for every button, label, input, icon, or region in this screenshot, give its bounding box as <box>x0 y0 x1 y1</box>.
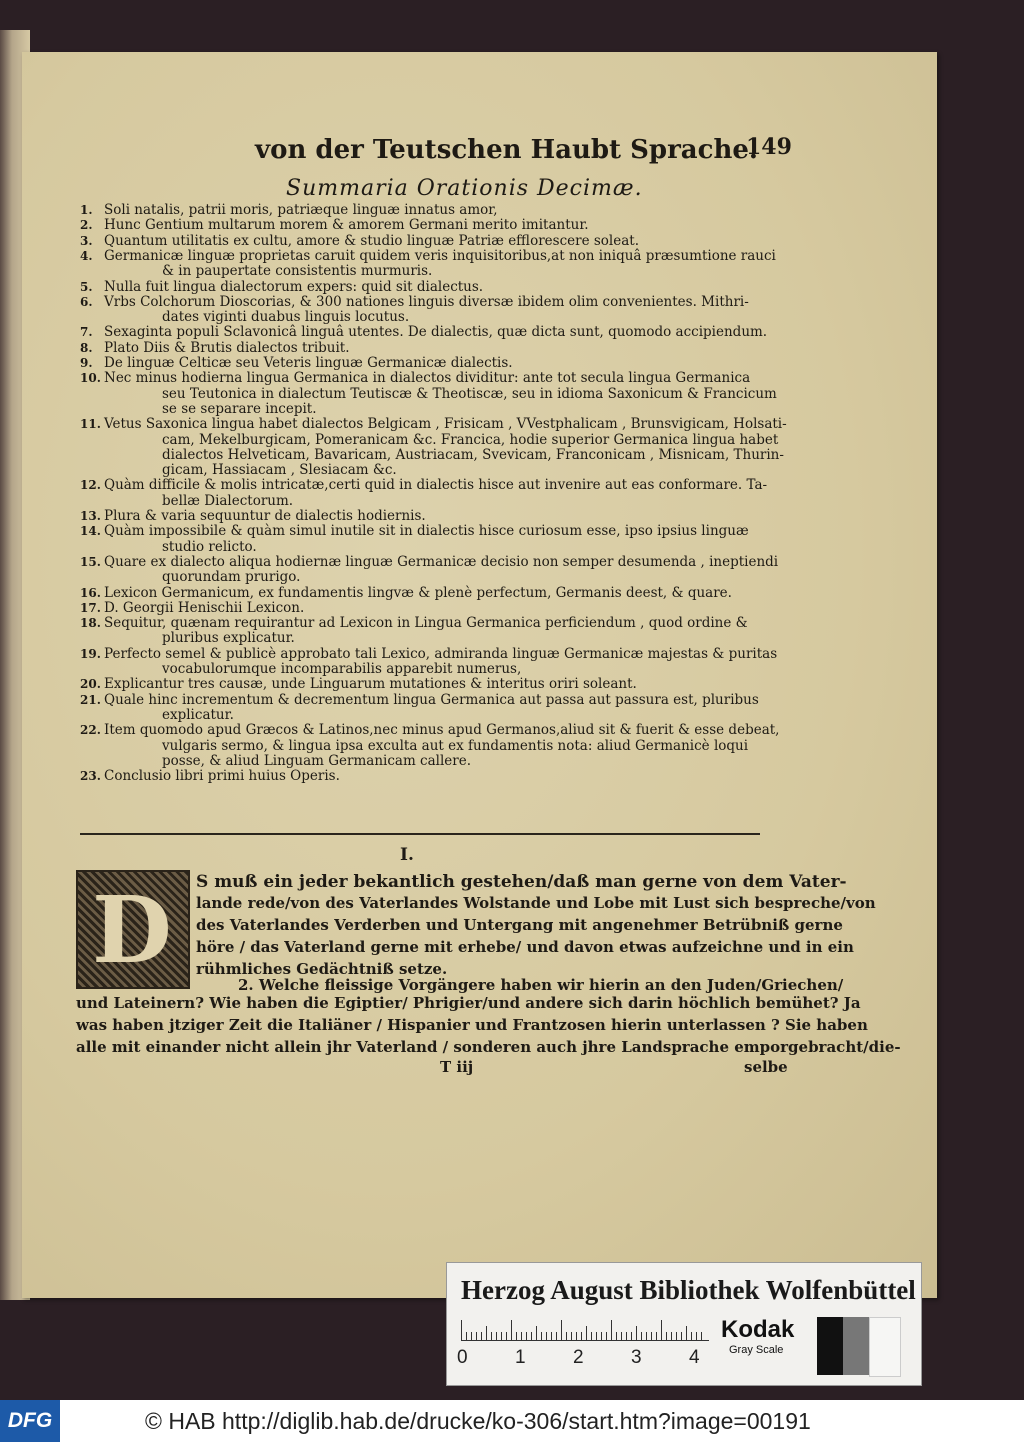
ruler-tick <box>616 1332 617 1340</box>
signature-mark: T iij <box>440 1058 474 1076</box>
summary-item-number: 22. <box>80 723 101 738</box>
summary-item-line: Plato Diis & Brutis dialectos tribuit. <box>104 339 350 356</box>
summary-item-line: studio relicto. <box>162 538 257 555</box>
ruler-tick <box>661 1320 662 1340</box>
copyright-link[interactable]: © HAB http://diglib.hab.de/drucke/ko-306/start.htm?image=00191 <box>145 1408 811 1434</box>
summary-item-number: 17. <box>80 600 101 615</box>
ruler-tick <box>556 1332 557 1340</box>
scale-ruler <box>461 1318 709 1341</box>
ruler-number: 1 <box>515 1347 526 1368</box>
summary-item-line: dates viginti duabus linguis locutus. <box>162 309 410 326</box>
summary-item-line: Quàm difficile & molis intricatæ,certi quid in dialectis hisce aut invenire aut eas conformare. Ta- <box>104 477 768 494</box>
ruler-tick <box>476 1332 477 1340</box>
summary-item-line: Perfecto semel & publicè approbato tali Lexico, admiranda linguæ Germanicæ majestas & puritas <box>104 645 778 662</box>
ruler-tick <box>586 1326 587 1340</box>
ruler-tick <box>666 1332 667 1340</box>
summary-item-number: 3. <box>80 233 93 248</box>
ruler-number: 0 <box>457 1347 468 1368</box>
ruler-number: 2 <box>573 1347 584 1368</box>
summary-item-number: 10. <box>80 371 101 386</box>
summary-item-line: explicatur. <box>162 706 234 723</box>
ruler-tick <box>636 1326 637 1340</box>
running-header: von der Teutschen Haubt Sprache. <box>255 135 758 165</box>
summary-item-line: Soli natalis, patrii moris, patriæque linguæ innatus amor, <box>104 202 498 218</box>
ruler-tick <box>606 1332 607 1340</box>
body-line: rühmliches Gedächtniß setze. <box>196 960 448 978</box>
summary-item-number: 23. <box>80 769 101 784</box>
summary-item-number: 14. <box>80 524 101 539</box>
ruler-tick <box>471 1332 472 1340</box>
ruler-tick <box>511 1320 512 1340</box>
summary-item-line: posse, & aliud Linguam Germanicam callere. <box>162 752 472 769</box>
ruler-tick <box>496 1332 497 1340</box>
ruler-tick <box>681 1332 682 1340</box>
dfg-logo: DFG <box>0 1400 60 1442</box>
summary-item-line: Nulla fuit lingua dialectorum expers: quid sit dialectus. <box>104 278 484 295</box>
summary-item-line: Plura & varia sequuntur de dialectis hodiernis. <box>104 508 426 524</box>
library-name: Herzog August Bibliothek Wolfenbüttel <box>461 1275 916 1305</box>
summary-item-line: dialectos Helveticam, Bavaricam, Austriacam, Svevicam, Franconicam , Misnicam, Thurin- <box>162 446 784 463</box>
summary-item-line: Sequitur, quænam requirantur ad Lexicon in Lingua Germanica perficiendum , quod ordine & <box>104 615 748 632</box>
summary-item-line: seu Teutonica in dialectum Teutiscæ & Theotiscæ, seu in idioma Saxonicum & Francicum <box>162 385 777 402</box>
ruler-tick <box>506 1332 507 1340</box>
summary-item-number: 20. <box>80 677 101 692</box>
ruler-tick <box>516 1332 517 1340</box>
footer-bar <box>0 1400 1024 1442</box>
summary-item-number: 1. <box>80 203 93 217</box>
page-number: 149 <box>746 134 792 160</box>
ruler-tick <box>561 1320 562 1340</box>
ruler-tick <box>601 1332 602 1340</box>
summary-item-number: 12. <box>80 478 101 493</box>
summary-item-number: 7. <box>80 325 93 340</box>
ruler-tick <box>591 1332 592 1340</box>
ruler-tick <box>646 1332 647 1340</box>
summary-item-line: Quale hinc incrementum & decrementum lingua Germanica aut passa aut passura est, pluribus <box>104 691 759 708</box>
summary-item-line: Quàm impossibile & quàm simul inutile sit in dialectis hisce curiosum esse, ipso ipsius linguæ <box>104 523 749 540</box>
summary-item-line: De linguæ Celticæ seu Veteris linguæ Germanicæ dialectis. <box>104 355 513 371</box>
ruler-tick <box>676 1332 677 1340</box>
body-line: 2. Welche fleissige Vorgängere haben wir hierin an den Juden/Griechen/ <box>238 976 844 994</box>
ruler-tick <box>531 1332 532 1340</box>
body-line: und Lateinern? Wie haben die Egiptier/ Phrigier/und andere sich darin höchlich bemühet? Ja <box>76 994 861 1012</box>
ruler-tick <box>536 1326 537 1340</box>
summary-item-line: Sexaginta populi Sclavonicâ linguâ utentes. De dialectis, quæ dicta sunt, quomodo accipiendum. <box>104 324 768 341</box>
ruler-tick <box>566 1332 567 1340</box>
ruler-tick <box>611 1320 612 1340</box>
gray-scale-label: Gray Scale <box>729 1344 784 1356</box>
summary-item-line: pluribus explicatur. <box>162 630 295 647</box>
gray-swatch-black <box>817 1317 843 1375</box>
body-line: höre / das Vaterland gerne mit erhebe/ und davon etwas aufzeichne und in ein <box>196 938 854 956</box>
summary-item-number: 13. <box>80 509 101 523</box>
ruler-tick <box>671 1332 672 1340</box>
ruler-tick <box>621 1332 622 1340</box>
body-line: alle mit einander nicht allein jhr Vaterland / sonderen auch jhre Landsprache emporgebracht/die- <box>76 1038 901 1056</box>
summary-item-number: 8. <box>80 340 93 355</box>
ruler-tick <box>526 1332 527 1340</box>
ruler-tick <box>481 1332 482 1340</box>
catchword: selbe <box>744 1058 788 1076</box>
body-line: was haben jtziger Zeit die Italiäner / Hispanier und Frantzosen hierin unterlassen ? Sie haben <box>76 1016 868 1034</box>
library-label-card <box>446 1262 922 1386</box>
section-rule <box>80 833 760 835</box>
ruler-tick <box>571 1332 572 1340</box>
summary-item-line: D. Georgii Henischii Lexicon. <box>104 599 305 616</box>
ruler-tick <box>641 1332 642 1340</box>
summary-title: Summaria Orationis Decimæ. <box>286 176 643 201</box>
summary-item-line: quorundam prurigo. <box>162 569 301 586</box>
summary-item-line: Nec minus hodierna lingua Germanica in dialectos dividitur: ante tot secula lingua Germanica <box>104 370 751 387</box>
ruler-tick <box>656 1332 657 1340</box>
summary-item-line: Hunc Gentium multarum morem & amorem Germani merito imitantur. <box>104 217 589 234</box>
summary-item-number: 16. <box>80 585 101 600</box>
body-line: des Vaterlandes Verderben und Untergang mit angenehmer Betrübniß gerne <box>196 916 843 934</box>
ruler-tick <box>581 1332 582 1340</box>
ruler-tick <box>541 1332 542 1340</box>
summary-item-number: 21. <box>80 692 101 707</box>
summary-item-line: Vetus Saxonica lingua habet dialectos Belgicam , Frisicam , VVestphalicam , Brunsvigicam, Holsati- <box>104 416 787 433</box>
ruler-tick <box>686 1326 687 1340</box>
summary-item-number: 5. <box>80 279 93 294</box>
ruler-tick <box>466 1332 467 1340</box>
summary-item-number: 11. <box>80 417 101 432</box>
summary-item-number: 19. <box>80 646 101 661</box>
kodak-brand: Kodak <box>721 1316 795 1343</box>
summary-item-number: 15. <box>80 554 101 569</box>
ruler-tick <box>651 1332 652 1340</box>
summary-item-number: 6. <box>80 294 93 309</box>
ruler-tick <box>576 1332 577 1340</box>
summary-item-line: Vrbs Colchorum Dioscorias, & 300 nationes linguis diversæ ibidem olim convenientes. Mithri- <box>104 293 749 310</box>
ruler-tick <box>521 1332 522 1340</box>
ruler-number: 4 <box>689 1347 700 1368</box>
summary-item-line: gicam, Hassiacam , Slesiacam &c. <box>162 462 397 479</box>
summary-item-line: bellæ Dialectorum. <box>162 492 294 509</box>
summary-item-line: Germanicæ linguæ proprietas caruit quidem veris inquisitoribus,at non iniquâ præsumtione rauci <box>104 247 776 264</box>
summary-item-line: Quare ex dialecto aliqua hodiernæ linguæ Germanicæ decisio non semper desumenda , ineptiendi <box>104 553 779 570</box>
ruler-tick <box>701 1332 702 1340</box>
summary-item-line: Explicantur tres causæ, unde Linguarum mutationes & interitus oriri soleant. <box>104 676 637 693</box>
initial-letter: D <box>92 876 172 984</box>
summary-item-line: Conclusio libri primi huius Operis. <box>104 768 340 785</box>
summary-item-number: 9. <box>80 356 93 370</box>
ruler-tick <box>596 1332 597 1340</box>
ruler-tick <box>501 1332 502 1340</box>
ruler-tick <box>551 1332 552 1340</box>
summary-item-number: 2. <box>80 218 93 233</box>
summary-item-line: & in paupertate consistentis murmuris. <box>162 263 433 280</box>
summary-item-line: Item quomodo apud Græcos & Latinos,nec minus apud Germanos,aliud sit & fuerit & esse debeat, <box>104 722 780 739</box>
ruler-number: 3 <box>631 1347 642 1368</box>
summary-item-number: 4. <box>80 248 93 263</box>
section-number: I. <box>400 845 414 865</box>
summary-item-line: vocabulorumque incomparabilis apparebit numerus, <box>162 661 522 677</box>
summary-item-line: Quantum utilitatis ex cultu, amore & studio linguæ Patriæ efflorescere soleat. <box>104 232 639 249</box>
summary-item-line: Lexicon Germanicum, ex fundamentis lingvæ & plenè perfectum, Germanis deest, & quare. <box>104 584 732 601</box>
summary-item-line: se se separare incepit. <box>162 400 317 417</box>
ruler-tick <box>461 1320 462 1340</box>
ruler-tick <box>696 1332 697 1340</box>
gray-swatch-white <box>869 1317 901 1377</box>
gray-swatch-mid <box>843 1317 869 1375</box>
body-line: S muß ein jeder bekantlich gestehen/daß man gerne von dem Vater- <box>196 872 847 892</box>
ruler-tick <box>491 1332 492 1340</box>
summary-item-line: cam, Mekelburgicam, Pomeranicam &c. Francica, hodie superior Germanica lingua habet <box>162 431 779 448</box>
ruler-tick <box>486 1326 487 1340</box>
summary-item-number: 18. <box>80 616 101 631</box>
ruler-tick <box>631 1332 632 1340</box>
ruler-tick <box>626 1332 627 1340</box>
summary-item-line: vulgaris sermo, & lingua ipsa exculta aut ex fundamentis nota: aliud Germanicè loqui <box>162 737 749 754</box>
ruler-tick <box>691 1332 692 1340</box>
ruler-tick <box>546 1332 547 1340</box>
decorated-initial <box>76 870 190 989</box>
body-line: lande rede/von des Vaterlandes Wolstande und Lobe mit Lust sich bespreche/von <box>196 894 876 912</box>
